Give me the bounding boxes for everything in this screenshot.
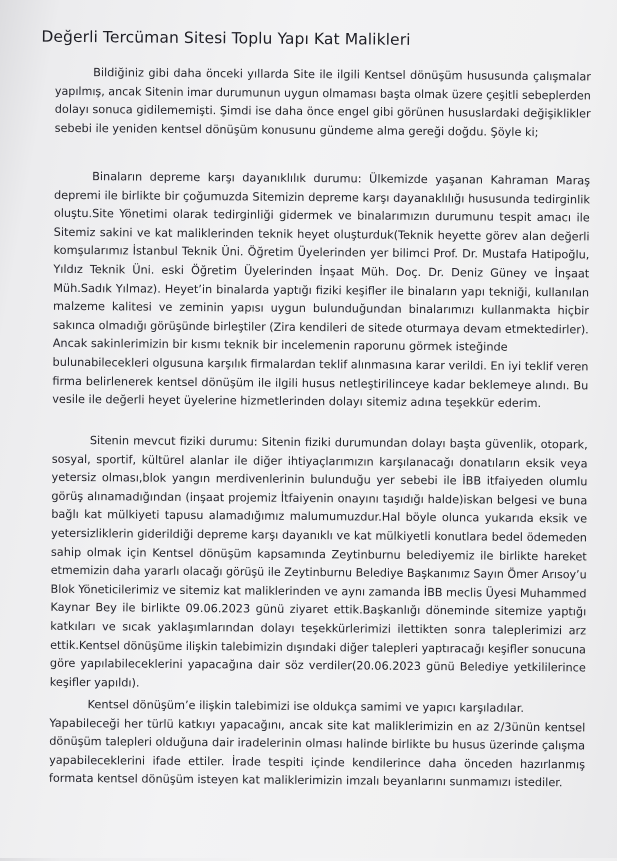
- text-line: depremi ile birlikte bir çoğumuzda Sitemizin depreme karşı dayanaklılığı hususunda tedirginlik: [53, 188, 591, 207]
- text-line: keşifler yapıldı).: [49, 675, 140, 690]
- text-line: Blok Yöneticilerimiz ve sitemiz kat maliklerinden ve aynı zamanda İBB meclis Üyesi Muhammed: [50, 582, 587, 601]
- text-line: görüş alınamadığından (inşaat projemiz İtfaiyenin onayını taşıdığı halde)iskan belgesi ve buna: [51, 489, 588, 508]
- text-line: ettik.Kentsel dönüşüme ilişkin talebimizin dışındaki diğer talepleri yaptıracağı keşifler sonucuna: [50, 638, 587, 657]
- text-line: dolayı sonuca gidilememişti. Şimdi ise daha önce engel gibi görünen hususlardaki değişiklikler: [54, 102, 591, 121]
- text-line: yetersizliklerin giderildiği depreme karşı dayanıklı ve kat mülkiyetli konutlara bedel ödemeden: [51, 526, 588, 545]
- text-line: Kaynar Bey ile birlikte 09.06.2023 günü ziyaret ettik.Başkanlığı döneminde sitemize yaptığı: [50, 601, 587, 619]
- text-line: Yapabileceği her türlü katkıyı yapacağını, ancak site kat maliklerimizin en az 2/3ünün kentsel: [49, 716, 586, 735]
- text-line: sakınca olmadığı görüşünde birleştiler (Zira kendileri de sitede oturmaya devam etmektedirler).: [52, 318, 589, 337]
- text-line: göre yapılabileceklerini yapacağına dair söz verdiler(20.06.2023 günü Belediye yetkililerince: [49, 656, 586, 675]
- text-line: komşularımız İstanbul Teknik Üni. Öğretim Üyelerinden yer bilimci Prof. Dr. Mustafa Hatipoğlu,: [53, 244, 590, 262]
- text-line: Sitenin mevcut fiziki durumu: Sitenin fiziki durumundan dolayı başta güvenlik, otopark,: [89, 434, 588, 452]
- text-line: sahip olmak için Kentsel dönüşüm kapsamında Zeytinburnu belediyemiz ile birlikte hareket: [50, 545, 587, 564]
- text-line: bulunabilecekleri olgusuna karşılık firmalardan teklif alınmasına karar verildi. En iyi teklif veren: [52, 355, 589, 374]
- text-line: Binaların depreme karşı dayanıklılık durumu: Ülkemizde yaşanan Kahraman Maraş: [92, 170, 591, 188]
- text-line: oluştu.Site Yönetimi olarak tedirginliği gidermek ve binalarımızın durumunu tespit amacı ile: [53, 206, 590, 225]
- text-line: etmemizin daha yararlı olacağı görüşü ile Zeytinburnu Belediye Başkanımız Sayın Ömer Arısoy’u: [50, 563, 587, 582]
- text-line: malzeme kalitesi ve zeminin yapısı uygun bulunduğundan binalarımızı kullanmakta hiçbir: [53, 299, 590, 318]
- text-line: yapılmış, ancak Sitenin imar durumunun uygun olmaması başta olmak üzere çeşitli sebeplerden: [54, 84, 591, 103]
- letter-title: Değerli Tercüman Sitesi Toplu Yapı Kat Malikleri: [41, 27, 411, 49]
- text-line: yapabileceklerini ifade ettiler. İrade tespiti içinde kendilerince daha önceden hazırlanmış: [49, 753, 586, 772]
- text-line: Ancak sakinlerimizin bir kısmı teknik bir incelemenin raporunu görmek isteğinde: [52, 337, 508, 355]
- text-line: formata kentsel dönüşüm isteyen kat maliklerimizin imzalı beyanlarını sunmamızı istediler.: [48, 772, 563, 790]
- text-line: vesile ile değerli heyet üyelerine hizmetlerinden dolayı sitemiz adına teşekkür ederim.: [52, 392, 542, 411]
- text-line: bağlı kat mülkiyeti tapusu alamadığımız malumumuzdur.Hal böyle olunca yukarıda eksik ve: [51, 508, 588, 526]
- text-line: firma belirlenerek kentsel dönüşüm ile ilgili husus netleştirilinceye kadar beklemeye alındı. Bu: [52, 374, 589, 393]
- text-line: Kentsel dönüşüm’e ilişkin talebimizi ise oldukça samimi ve yapıcı karşıladılar.: [87, 698, 525, 715]
- text-line: sosyal, sportif, kültürel alanlar ile diğer ihtiyaçlarımızın karşılanacağı donatıların eksik veya: [51, 452, 588, 471]
- text-line: yetersiz olması,blok yangın merdivenlerinin bulunduğu yer sebebi ile İBB itfaiyeden olumlu: [51, 470, 588, 489]
- text-line: Müh.Sadık Yılmaz). Heyet’in binalarda yaptığı fiziki keşifler ile binaların yapı tekniği, kullanılan: [53, 281, 590, 300]
- text-line: Yıldız Teknik Üni. eski Öğretim Üyelerinden İnşaat Müh. Doç. Dr. Deniz Güney ve İnşaat: [53, 262, 590, 281]
- text-line: dönüşüm talepleri olduğuna dair iradelerinin olması halinde birlikte bu husus üzerinde çalışma: [49, 734, 586, 753]
- text-line: Sitemiz sakini ve kat maliklerinden teknik heyet oluşturduk(Teknik heyette görev alan değerli: [53, 225, 590, 244]
- text-line: Bildiğiniz gibi daha önceki yıllarda Site ile ilgili Kentsel dönüşüm hususunda çalışmalar: [93, 66, 591, 84]
- text-line: katkıları ve sıcak yaklaşımlarından dolayı teşekkürlerimizi ilettikten sonra taleplerimizi arz: [50, 619, 587, 638]
- text-line: sebebi ile yeniden kentsel dönüşüm konusunu gündeme alma gereği doğdu. Şöyle ki;: [54, 121, 539, 139]
